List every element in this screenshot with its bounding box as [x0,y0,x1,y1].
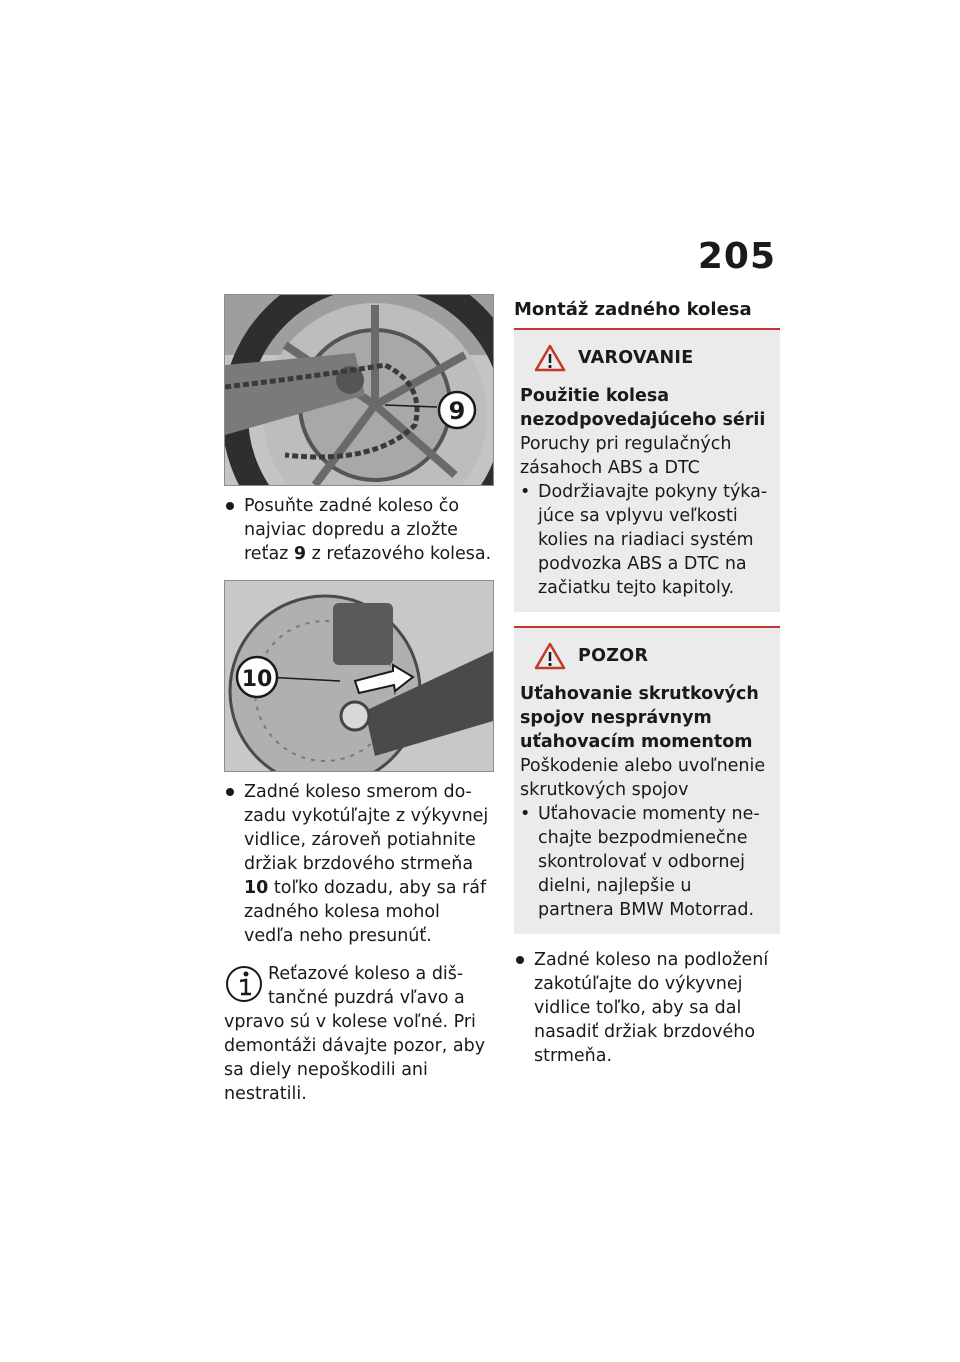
bullet-text: Posuňte zadné koleso čo najviac dopredu a zložte reťaz [244,496,460,564]
info-note-text: Reťazové koleso a dištančné puzdrá vľavo a vpravo sú v kolese voľné. Pri demontáži dávajte pozor, aby sa diely nepoškodili ani nestratili. [224,964,486,1104]
caution-label: POZOR [578,646,649,666]
bullet-remove-chain [224,494,494,566]
chain-sprocket-illustration [225,295,493,485]
bullet-text: Zadné koleso smerom dozadu vykotúľajte z výkyvnej vidlice, zároveň potiahnite držiak brzdového strmeňa [244,782,489,874]
caution-body: Poškodenie alebo uvoľnenie skrutkových spojov [520,756,766,800]
warning-box [514,330,780,612]
warning-bullet: • Dodržiavajte pokyny týkajúce sa vplyvu veľkosti kolies na riadiaci systém podvozka ABS a DTC na začiatku tejto kapitoly. [520,480,770,600]
caution-title [520,642,770,670]
photo-brake-caliper [224,580,494,772]
warning-label: VAROVANIE [578,348,694,368]
brake-caliper-illustration [225,581,493,771]
info-note [224,962,494,1106]
section-heading: Montáž zadného kolesa [514,299,752,320]
warning-title [520,344,770,372]
warning-subtitle: Použitie kolesa nezodpovedajúceho sérii [520,386,766,430]
left-column [224,294,494,1106]
caution-triangle-icon [534,642,566,670]
warning-body: Poruchy pri regulačných zásahoch ABS a DTC [520,434,732,478]
warning-triangle-icon [534,344,566,372]
bullet-text-after: toľko dozadu, aby sa ráf zadného kolesa mohol vedľa neho presunúť. [244,878,487,946]
caution-box [514,628,780,934]
ref-10: 10 [244,878,269,898]
bullet-text-after: z reťazového kolesa. [306,544,492,564]
photo-rear-wheel-chain [224,294,494,486]
caution-bullet: • Uťahovacie momenty nechajte bezpodmienečne skontrolovať v odbornej dielni, najlepšie u partnera BMW Motorrad. [520,802,770,922]
right-column [514,294,780,1082]
ref-9: 9 [293,544,307,564]
info-icon [224,964,264,1004]
bullet-roll-wheel-back [224,780,494,948]
caution-subtitle: Uťahovanie skrutkových spojov nesprávnym uťahovacím momentom [520,684,759,752]
bullet-roll-wheel-in: Zadné koleso na podložení zakotúľajte do výkyvnej vidlice toľko, aby sa dal nasadiť držiak brzdového strmeňa. [514,948,780,1068]
page-number: 205 [697,236,776,277]
callout-9: 9 [448,397,466,425]
callout-10: 10 [241,667,273,692]
